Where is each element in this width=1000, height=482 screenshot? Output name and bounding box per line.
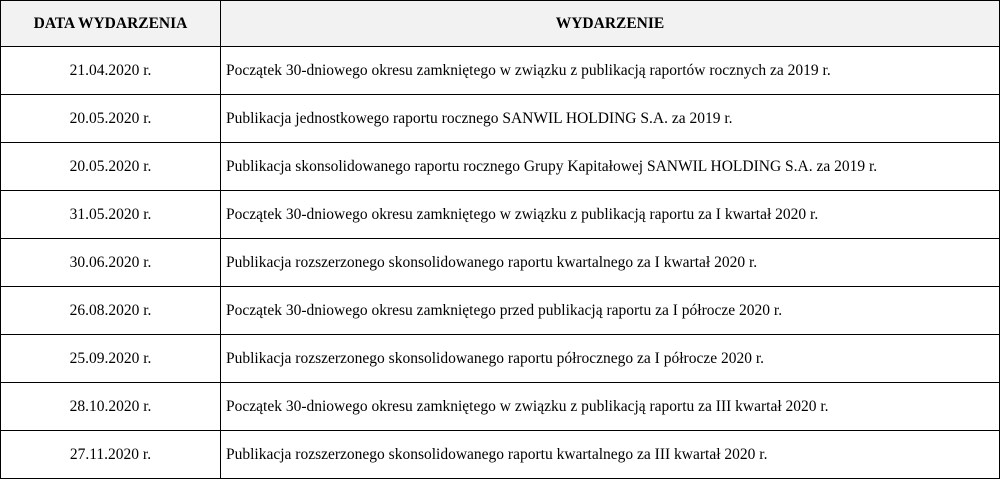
table-row <box>1 95 1000 143</box>
header-event: WYDARZENIE <box>221 1 1000 47</box>
table-row <box>1 383 1000 431</box>
event-description: Początek 30-dniowego okresu zamkniętego przed publikacją raportu za I półrocze 2020 r. <box>221 287 1000 335</box>
event-description: Początek 30-dniowego okresu zamkniętego w związku z publikacją raportu za III kwartał 2020 r. <box>221 383 1000 431</box>
header-date: DATA WYDARZENIA <box>1 1 221 47</box>
event-description: Publikacja skonsolidowanego raportu rocznego Grupy Kapitałowej SANWIL HOLDING S.A. za 2019 r. <box>221 143 1000 191</box>
table-row <box>1 191 1000 239</box>
event-description: Publikacja rozszerzonego skonsolidowanego raportu półrocznego za I półrocze 2020 r. <box>221 335 1000 383</box>
table-body <box>1 47 1000 479</box>
header-row <box>1 1 1000 47</box>
event-date: 31.05.2020 r. <box>1 191 221 239</box>
event-description: Publikacja jednostkowego raportu rocznego SANWIL HOLDING S.A. za 2019 r. <box>221 95 1000 143</box>
event-date: 26.08.2020 r. <box>1 287 221 335</box>
table-row <box>1 335 1000 383</box>
event-date: 30.06.2020 r. <box>1 239 221 287</box>
table-row <box>1 143 1000 191</box>
table-row <box>1 239 1000 287</box>
event-date: 20.05.2020 r. <box>1 95 221 143</box>
table-header <box>1 1 1000 47</box>
event-date: 28.10.2020 r. <box>1 383 221 431</box>
event-description: Początek 30-dniowego okresu zamkniętego w związku z publikacją raportów rocznych za 2019 r. <box>221 47 1000 95</box>
event-description: Początek 30-dniowego okresu zamkniętego w związku z publikacją raportu za I kwartał 2020 r. <box>221 191 1000 239</box>
event-date: 25.09.2020 r. <box>1 335 221 383</box>
event-description: Publikacja rozszerzonego skonsolidowanego raportu kwartalnego za I kwartał 2020 r. <box>221 239 1000 287</box>
event-date: 20.05.2020 r. <box>1 143 221 191</box>
table-row <box>1 287 1000 335</box>
table-row <box>1 47 1000 95</box>
event-description: Publikacja rozszerzonego skonsolidowanego raportu kwartalnego za III kwartał 2020 r. <box>221 431 1000 479</box>
event-date: 27.11.2020 r. <box>1 431 221 479</box>
table-row <box>1 431 1000 479</box>
event-date: 21.04.2020 r. <box>1 47 221 95</box>
